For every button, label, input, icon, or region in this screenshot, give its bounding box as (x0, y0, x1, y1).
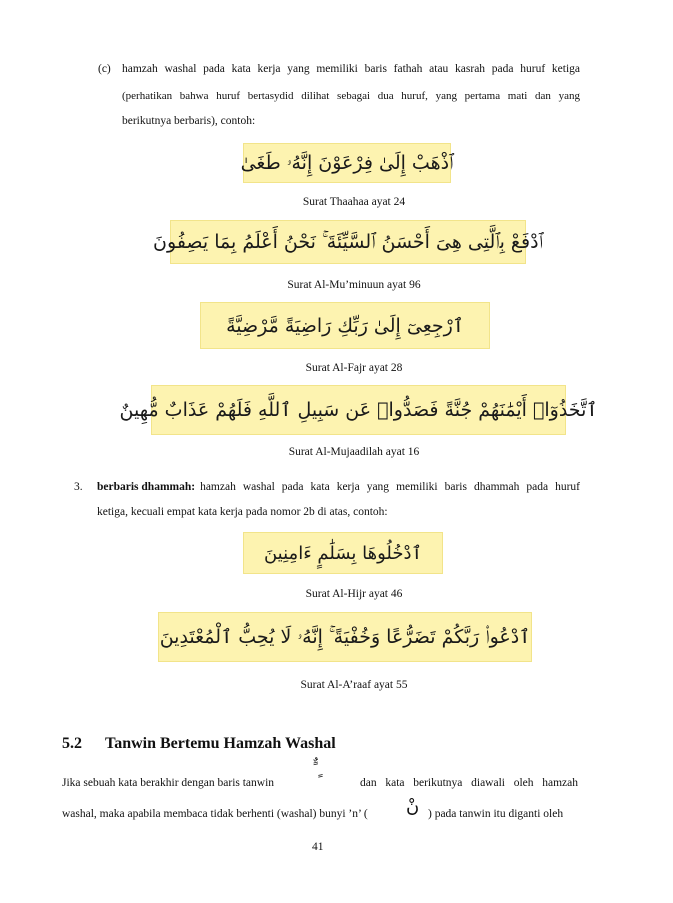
item-3-line-2: ketiga, kecuali empat kata kerja pada nomor 2b di atas, contoh: (97, 506, 388, 518)
quran-verse-2: ٱدْفَعْ بِٱلَّتِى هِىَ أَحْسَنُ ٱلسَّيِّئَةَ ۚ نَحْنُ أَعْلَمُ بِمَا يَصِفُونَ (170, 220, 526, 264)
section-title: Tanwin Bertemu Hamzah Washal (105, 735, 336, 752)
verse-3-caption: Surat Al-Fajr ayat 28 (305, 362, 403, 374)
quran-verse-4: ٱتَّخَذُوٓا۟ أَيْمَٰنَهُمْ جُنَّةً فَصَدُّوا۟ عَن سَبِيلِ ٱللَّهِ فَلَهُمْ عَذَابٌ مُّهِينٌ (151, 385, 566, 435)
item-c-line-1: hamzah washal pada kata kerja yang memiliki baris fathah atau kasrah pada huruf ketiga (122, 63, 580, 75)
item-3-line-1-rest: hamzah washal pada kata kerja yang memiliki baris dhammah pada huruf (200, 481, 580, 493)
tanwin-marks-icon: ٌ ً ٍ (312, 760, 322, 778)
para-line-1-end: dan kata berikutnya diawali oleh hamzah (360, 777, 578, 789)
verse-4-caption: Surat Al-Mujaadilah ayat 16 (288, 446, 420, 458)
para-line-1-start: Jika sebuah kata berakhir dengan baris tanwin (62, 777, 275, 789)
item-c-line-3: berikutnya berbaris), contoh: (122, 115, 256, 127)
section-number: 5.2 (62, 735, 82, 752)
quran-verse-3: ٱرْجِعِىٓ إِلَىٰ رَبِّكِ رَاضِيَةً مَّرْضِيَّةً (200, 302, 490, 349)
verse-5-caption: Surat Al-Hijr ayat 46 (305, 588, 403, 600)
page-number: 41 (312, 841, 324, 853)
item-3-number: 3. (74, 481, 83, 493)
nun-sukun-icon: نْ (406, 796, 420, 817)
item-c-line-2: (perhatikan bahwa huruf bertasydid dilihat sebagai dua huruf, yang pertama mati dan yang (122, 90, 580, 102)
quran-verse-5: ٱدْخُلُوهَا بِسَلَٰمٍ ءَامِنِينَ (243, 532, 443, 574)
para-line-2-end: ) pada tanwin itu diganti oleh (428, 808, 564, 820)
item-3-line-1 (97, 480, 580, 495)
item-c-marker: (c) (98, 63, 111, 75)
item-3-bold-label: berbaris dhammah: (97, 481, 196, 493)
para-line-2-start: washal, maka apabila membaca tidak berhenti (washal) bunyi ’n’ ( (62, 808, 368, 820)
quran-verse-1: ٱذْهَبْ إِلَىٰ فِرْعَوْنَ إِنَّهُۥ طَغَىٰ (243, 143, 451, 183)
quran-verse-6: ٱدْعُوا۟ رَبَّكُمْ تَضَرُّعًا وَخُفْيَةً ۚ إِنَّهُۥ لَا يُحِبُّ ٱلْمُعْتَدِينَ (158, 612, 532, 662)
verse-2-caption: Surat Al-Mu’minuun ayat 96 (287, 279, 421, 291)
verse-1-caption: Surat Thaahaa ayat 24 (302, 196, 406, 208)
verse-6-caption: Surat Al-A’raaf ayat 55 (300, 679, 408, 691)
